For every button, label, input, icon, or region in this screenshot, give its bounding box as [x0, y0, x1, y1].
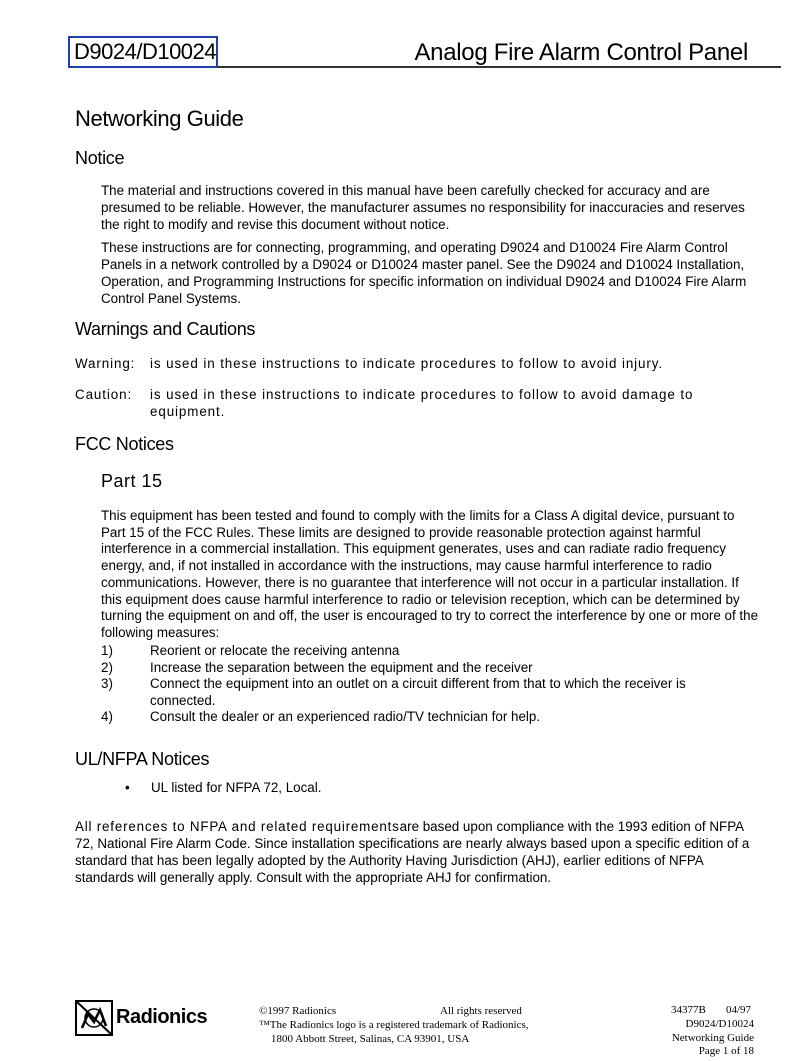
measures-list — [101, 643, 741, 726]
page-number: Page 1 of 18 — [698, 1045, 754, 1057]
nfpa-paragraph — [75, 818, 765, 886]
model-number-box — [68, 36, 218, 68]
notice-heading: Notice — [75, 148, 125, 168]
notice-paragraph-1: The material and instructions covered in this manual have been carefully checked for accuracy and are presumed to be reliable. However, the manufacturer assumes no responsibility for inaccuracies and reserves the right to modify and revise this document without notice. — [101, 183, 745, 232]
warnings-heading: Warnings and Cautions — [75, 319, 256, 339]
warning-text: is used in these instructions to indicate procedures to follow to avoid injury. — [150, 356, 663, 371]
radionics-logo — [74, 998, 222, 1038]
list-item-text: Reorient or relocate the receiving antenna — [150, 643, 400, 658]
notice-paragraph-2: These instructions are for connecting, programming, and operating D9024 and D10024 Fire Alarm Control Panels in a network controlled by a D9024 or D10024 master panel. See the D9024 and D10024 Installation, Operation, and Programming Instructions for specific information on individual D9024 and D10024 Fire Alarm Control Panel Systems. — [101, 240, 747, 306]
footer-doc-name: Networking Guide — [671, 1032, 754, 1044]
revision-date: 04/97 — [726, 1004, 752, 1016]
bullet-icon: • — [125, 780, 130, 795]
list-item-text: Increase the separation between the equipment and the receiver — [150, 659, 533, 675]
list-item — [101, 709, 741, 726]
model-number: D9024/D10024 — [74, 39, 217, 64]
copyright: ©1997 Radionics — [259, 1005, 337, 1017]
list-item-text: Connect the equipment into an outlet on a circuit different from that to which the receiver is connected. — [150, 676, 686, 708]
nfpa-lead: All references to NFPA and related requirements — [75, 819, 400, 834]
guide-title: Networking Guide — [75, 106, 244, 131]
fcc-paragraph: This equipment has been tested and found to comply with the limits for a Class A digital device, pursuant to Part 15 of the FCC Rules. These limits are designed to provide reasonable protection against harmful interference in a commercial installation. This equipment generates, uses and can radiate radio frequency energy, and, if not installed in accordance with the instructions, may cause harmful interference to radio communications. However, there is no guarantee that interference will not occur in a particular installation. If this equipment does cause harmful interference to radio or television reception, which can be determined by turning the equipment on and off, the user is encouraged to try to correct the interference by one or more of the following measures: — [101, 508, 759, 640]
list-item-number: 3) — [101, 676, 113, 691]
company-address: 1800 Abbott Street, Salinas, CA 93901, USA — [271, 1033, 470, 1045]
caution-label: Caution: — [75, 387, 133, 402]
list-item-number: 4) — [101, 709, 113, 724]
list-item-number: 2) — [101, 659, 113, 675]
part15-heading: Part 15 — [101, 471, 163, 491]
list-item — [101, 643, 741, 660]
list-item — [101, 676, 741, 709]
list-item — [101, 660, 741, 677]
document-title: Analog Fire Alarm Control Panel — [414, 39, 748, 66]
trademark-notice: ™The Radionics logo is a registered trademark of Radionics, — [259, 1019, 529, 1031]
list-item-number: 1) — [101, 643, 113, 658]
fcc-heading: FCC Notices — [75, 434, 174, 454]
caution-text: is used in these instructions to indicate procedures to follow to avoid damage to equipment. — [150, 387, 694, 419]
rights-reserved: All rights reserved — [440, 1005, 522, 1017]
footer-model: D9024/D10024 — [685, 1018, 754, 1030]
ul-heading: UL/NFPA Notices — [75, 749, 210, 769]
part-number: 34377B — [671, 1004, 706, 1016]
logo-text: Radionics — [116, 1006, 208, 1028]
nfpa-rest: are based upon compliance with the 1993 edition of NFPA 72, National Fire Alarm Code. Since installation specifications are nearly always based upon a specific edition of a standard that has been legally adopted by the Authority Having Jurisdiction (AHJ), earlier editions of NFPA standards will generally apply. Consult with the appropriate AHJ for confirmation. — [75, 819, 750, 885]
ul-bullet-text: UL listed for NFPA 72, Local. — [151, 780, 322, 795]
warning-label: Warning: — [75, 356, 136, 371]
header-rule — [218, 66, 781, 68]
list-item-text: Consult the dealer or an experienced radio/TV technician for help. — [150, 709, 541, 724]
